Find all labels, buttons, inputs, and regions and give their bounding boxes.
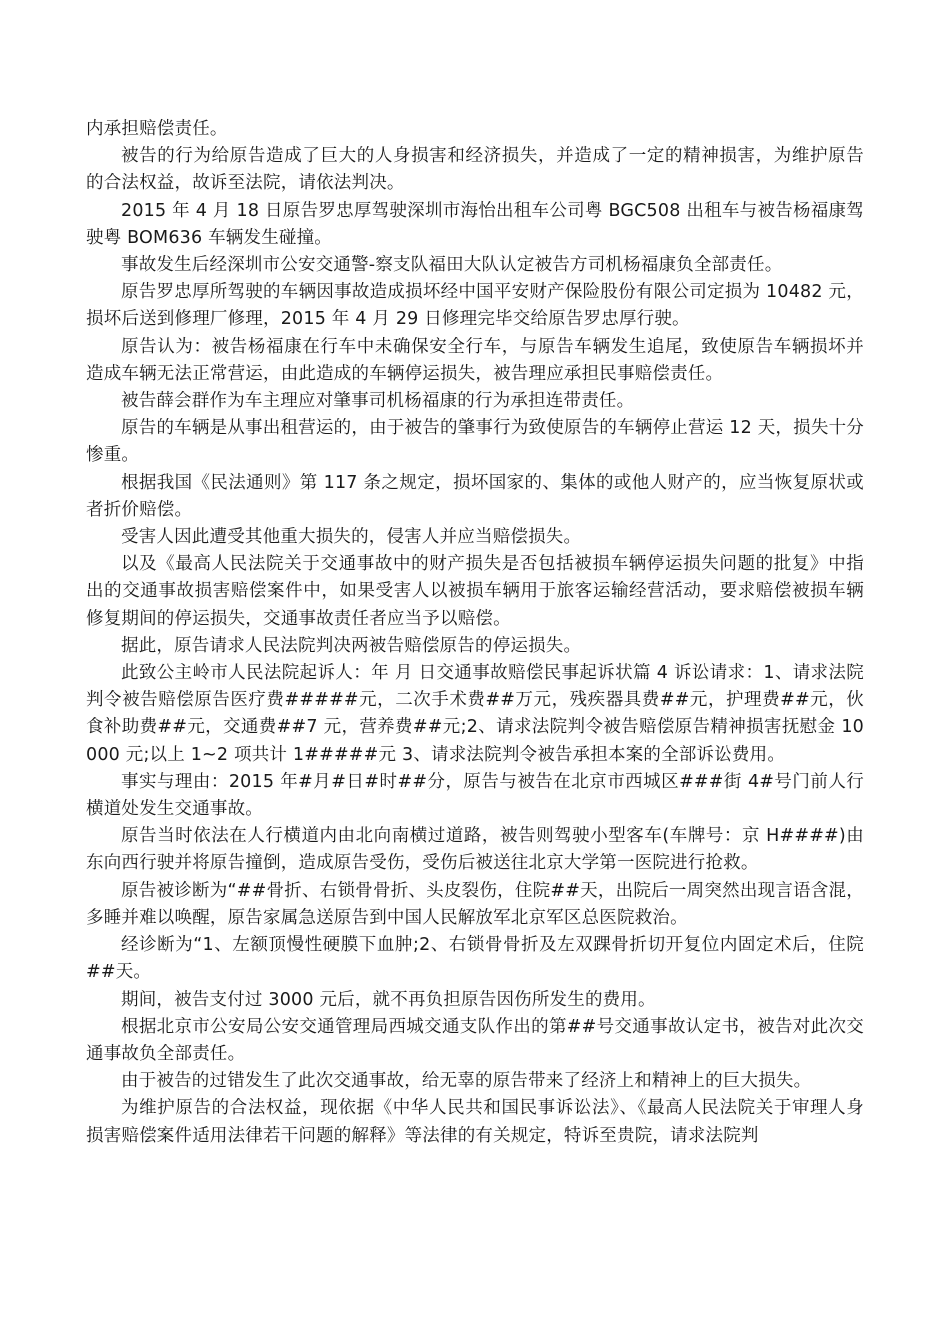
paragraph: 为维护原告的合法权益，现依据《中华人民共和国民事诉讼法》、《最高人民法院关于审理人身损害赔偿案件适用法律若干问题的解释》等法律的有关规定，特诉至贵院，请求法院判 — [86, 1098, 864, 1146]
paragraph: 被告的行为给原告造成了巨大的人身损害和经济损失，并造成了一定的精神损害，为维护原告的合法权益，故诉至法院，请依法判决。 — [86, 146, 864, 194]
paragraph: 原告当时依法在人行横道内由北向南横过道路，被告则驾驶小型客车(车牌号：京 H####)由东向西行驶并将原告撞倒，造成原告受伤，受伤后被送往北京大学第一医院进行抢救。 — [86, 826, 864, 874]
paragraph: 被告薛会群作为车主理应对肇事司机杨福康的行为承担连带责任。 — [121, 391, 635, 412]
paragraph: 此致公主岭市人民法院起诉人：年 月 日交通事故赔偿民事起诉状篇 4 诉讼请求：1、请求法院判令被告赔偿原告医疗费#####元，二次手术费##万元，残疾器具费##元，护理费##元，伙食补助费##元，交通费##7 元，营养费##元;2、请求法院判令被告赔偿原告精神损害抚慰金 10000 元;以上 1~2 项共计 1#####元 3、请求法院判令被告承担本案的全部诉讼费用。 — [86, 663, 864, 765]
paragraph: 内承担赔偿责任。 — [86, 119, 228, 139]
paragraph: 原告的车辆是从事出租营运的，由于被告的肇事行为致使原告的车辆停止营运 12 天，损失十分惨重。 — [86, 418, 864, 466]
paragraph: 原告认为：被告杨福康在行车中未确保安全行车，与原告车辆发生追尾，致使原告车辆损坏并造成车辆无法正常营运，由此造成的车辆停运损失，被告理应承担民事赔偿责任。 — [86, 336, 864, 384]
paragraph: 据此，原告请求人民法院判决两被告赔偿原告的停运损失。 — [121, 635, 582, 656]
paragraph: 以及《最高人民法院关于交通事故中的财产损失是否包括被损车辆停运损失问题的批复》中指出的交通事故损害赔偿案件中，如果受害人以被损车辆用于旅客运输经营活动，要求赔偿被损车辆修复期间的停运损失，交通事故责任者应当予以赔偿。 — [86, 554, 864, 629]
paragraph: 原告被诊断为“##骨折、右锁骨骨折、头皮裂伤，住院##天，出院后一周突然出现言语含混，多睡并难以唤醒，原告家属急送原告到中国人民解放军北京军区总医院救治。 — [86, 880, 864, 928]
paragraph: 根据我国《民法通则》第 117 条之规定，损坏国家的、集体的或他人财产的，应当恢复原状或者折价赔偿。 — [86, 472, 864, 520]
paragraph: 2015 年 4 月 18 日原告罗忠厚驾驶深圳市海怡出租车公司粤 BGC508 出租车与被告杨福康驾驶粤 BOM636 车辆发生碰撞。 — [86, 200, 864, 248]
paragraph: 事故发生后经深圳市公安交通警-察支队福田大队认定被告方司机杨福康负全部责任。 — [121, 255, 783, 276]
paragraph: 受害人因此遭受其他重大损失的，侵害人并应当赔偿损失。 — [121, 527, 582, 548]
paragraph: 原告罗忠厚所驾驶的车辆因事故造成损坏经中国平安财产保险股份有限公司定损为 10482 元，损坏后送到修理厂修理，2015 年 4 月 29 日修理完毕交给原告罗忠厚行驶。 — [86, 282, 864, 330]
paragraph: 经诊断为“1、左额顶慢性硬膜下血肿;2、右锁骨骨折及左双踝骨折切开复位内固定术后，住院##天。 — [86, 935, 864, 983]
document-page — [86, 116, 864, 1150]
paragraph: 事实与理由：2015 年#月#日#时##分，原告与被告在北京市西城区###街 4#号门前人行横道处发生交通事故。 — [86, 771, 864, 820]
paragraph: 由于被告的过错发生了此次交通事故，给无辜的原告带来了经济上和精神上的巨大损失。 — [121, 1071, 812, 1092]
paragraph: 期间，被告支付过 3000 元后，就不再负担原告因伤所发生的费用。 — [121, 989, 656, 1010]
paragraph: 根据北京市公安局公安交通管理局西城交通支队作出的第##号交通事故认定书，被告对此次交通事故负全部责任。 — [86, 1016, 864, 1064]
